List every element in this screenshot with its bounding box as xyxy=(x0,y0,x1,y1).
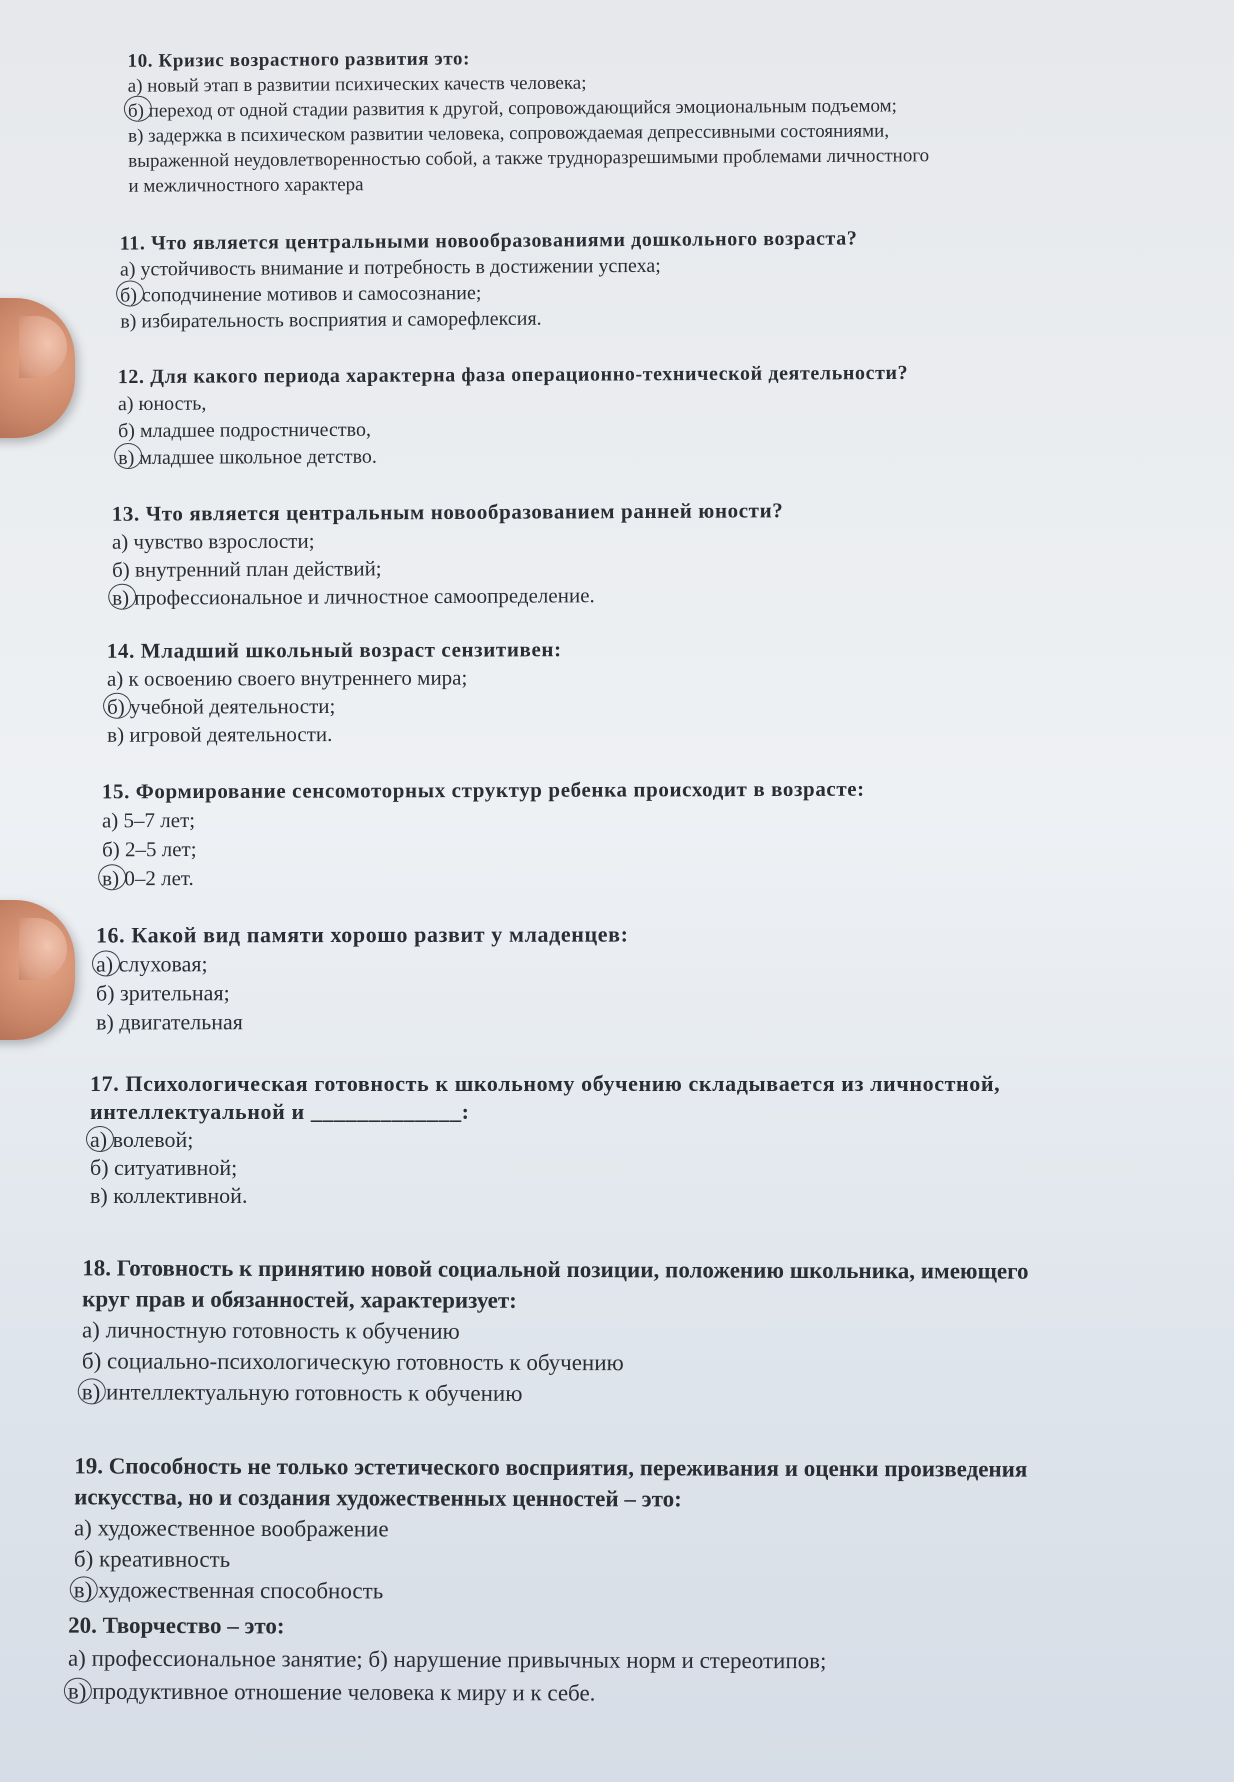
question-18 xyxy=(82,1252,1029,1410)
answer-a: а) к освоению своего внутреннего мира; xyxy=(106,665,468,691)
answer-b: б) ситуативной; xyxy=(90,1155,238,1180)
answer-a: а) устойчивость внимание и потребность в достижении успеха; xyxy=(119,254,661,281)
answer-c-selected: в) младшее школьное детство. xyxy=(118,445,377,470)
answer-b: б) креативность xyxy=(73,1546,231,1572)
question-14 xyxy=(107,635,562,749)
question-title: 11. Что является центральными новообразованиями дошкольного возраста? xyxy=(119,227,858,255)
answer-b-selected: б) переход от одной стадии развития к другой, сопровождающийся эмоциональным подъемом; xyxy=(127,95,898,122)
question-20 xyxy=(68,1609,827,1711)
question-12 xyxy=(118,360,909,472)
answer-c-selected: в) профессиональное и личностное самоопределение. xyxy=(112,583,595,610)
answer-a: а) личностную готовность к обучению xyxy=(81,1317,460,1344)
question-10 xyxy=(127,43,929,199)
question-11 xyxy=(120,225,858,334)
question-title: 17. Психологическая готовность к школьному обучению складывается из личностной, xyxy=(90,1071,1001,1096)
question-title: 15. Формирование сенсомоторных структур ребенка происходит в возрасте: xyxy=(101,776,865,804)
answer-c-selected: в) 0–2 лет. xyxy=(102,866,194,891)
answer-c-cont2: и межличностного характера xyxy=(128,174,364,197)
answer-a: а) юность, xyxy=(117,392,207,416)
answer-a-b: а) профессиональное занятие; б) нарушение привычных норм и стереотипов; xyxy=(67,1645,827,1674)
question-title: 10. Кризис возрастного развития это: xyxy=(127,48,471,72)
question-15 xyxy=(102,775,865,894)
question-title: 13. Что является центральным новообразованием ранней юности? xyxy=(111,498,784,526)
answer-b: б) социально-психологическую готовность к обучению xyxy=(81,1348,624,1376)
question-19 xyxy=(74,1450,1028,1608)
answer-c-selected: в) интеллектуальную готовность к обучению xyxy=(81,1379,523,1406)
question-title-line2: круг прав и обязанностей, характеризует: xyxy=(82,1286,517,1313)
question-title: 12. Для какого периода характерна фаза операционно-технической деятельности? xyxy=(117,361,909,389)
question-title: 14. Младший школьный возраст сензитивен: xyxy=(106,637,562,663)
question-title: 18. Готовность к принятию новой социальной позиции, положению школьника, имеющего xyxy=(82,1255,1029,1284)
question-17 xyxy=(90,1070,1000,1210)
answer-c-cont1: выраженной неудовлетворенностью собой, а также трудноразрешимыми проблемами личностного xyxy=(128,145,930,172)
answer-a-selected: а) слуховая; xyxy=(95,951,208,977)
question-16 xyxy=(96,920,629,1037)
answer-c-selected: в) продуктивное отношение человека к миру и к себе. xyxy=(67,1678,596,1706)
answer-a: а) чувство взрослости; xyxy=(111,528,315,554)
answer-c: в) игровой деятельности. xyxy=(107,722,333,747)
answer-c: в) избирательность восприятия и саморефлексия. xyxy=(120,307,542,333)
question-title: 19. Способность не только эстетического восприятия, переживания и оценки произведения xyxy=(74,1453,1028,1482)
question-title-line2: интеллектуальной и _____________: xyxy=(90,1099,470,1124)
question-13 xyxy=(112,496,784,612)
question-title-line2: искусства, но и создания художественных ценностей – это: xyxy=(74,1484,682,1512)
answer-c: в) двигательная xyxy=(96,1009,243,1035)
answer-b: б) младшее подростничество, xyxy=(118,418,372,443)
question-title: 20. Творчество – это: xyxy=(68,1612,285,1639)
answer-c-selected: в) художественная способность xyxy=(73,1577,384,1604)
answer-b-selected: б) учебной деятельности; xyxy=(107,693,336,719)
answer-a-selected: а) волевой; xyxy=(90,1127,194,1152)
question-title: 16. Какой вид памяти хорошо развит у младенцев: xyxy=(95,921,629,948)
answer-b: б) зрительная; xyxy=(96,980,230,1006)
answer-c: в) задержка в психическом развитии человека, сопровождаемая депрессивными состояниями, xyxy=(128,120,890,147)
answer-c: в) коллективной. xyxy=(90,1183,248,1208)
answer-a: а) 5–7 лет; xyxy=(101,808,196,833)
answer-a: а) новый этап в развитии психических качеств человека; xyxy=(127,72,587,97)
answer-b: б) внутренний план действий; xyxy=(112,556,382,582)
answer-b: б) 2–5 лет; xyxy=(102,837,197,862)
answer-a: а) художественное воображение xyxy=(73,1515,389,1542)
answer-b-selected: б) соподчинение мотивов и самосознание; xyxy=(120,282,482,307)
